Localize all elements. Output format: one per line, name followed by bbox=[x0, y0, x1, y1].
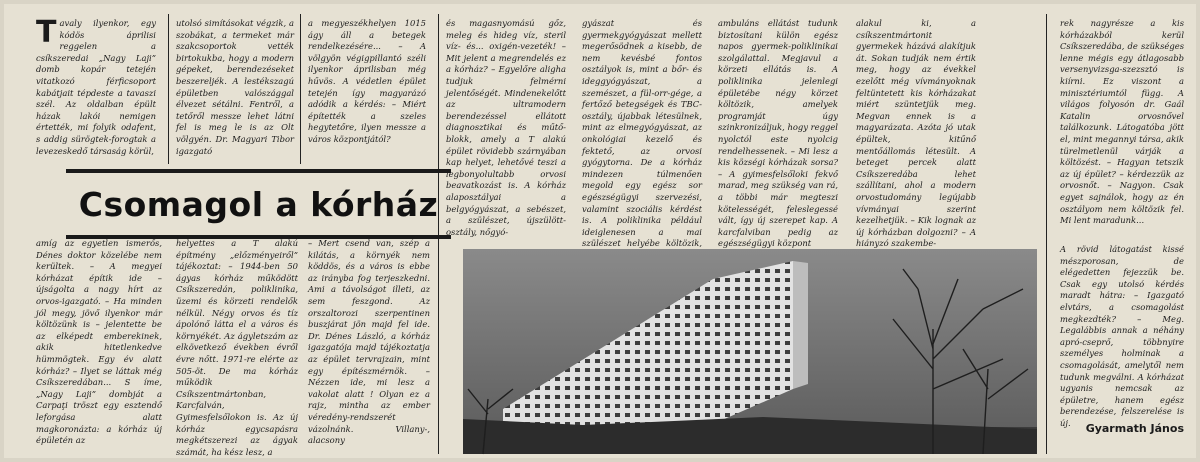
column-8-top bbox=[1060, 18, 1184, 240]
headline: Csomagol a kórház bbox=[78, 184, 439, 224]
column-3-top bbox=[308, 18, 426, 160]
column-8-top-text: rek nagyrésze a kis kórházakból kerül Csíkszeredába, de szükséges lenne mégis egy átlagosabb versenyvizsga-szezsztó is kiírni. Ez viszont a minisztériumtól függ. A világos folyosón dr. Gaál Katalin orvosnővel találkozunk. Látogatóba jött el, mint megannyi társa, akik türelmetlenül várják a költözést. – Hagyan tetszik az új épület? – kérdezzük az orvosnőt. – Nagyon. Csak egyet sajnálok, hogy az én osztályom nem költözik fel. Mi lent maradunk... bbox=[1060, 18, 1184, 226]
column-2-bottom-text: helyettes a T alakú építmény „előzményeiről” tájékoztat: – 1944-ben 50 ágyas kórház működött Csíkszeredán, poliklinika, üzemi és körzeti rendelők nélkül. Négy orvos és tíz ápolónő látta el a város és környékét. Az ágyletszám az elkövetkező években évről évre nőtt. 1971-re elérte az 505-öt. De ma kórház működik Csíkszentmártonban, Karcfalván, Gyimesfelsőlokon is. Az új kórház egycsapásra megkétszerezi az ágyak számát, ha kész lesz, a bbox=[176, 238, 298, 457]
column-7 bbox=[856, 18, 976, 249]
column-rule bbox=[168, 14, 169, 164]
column-3-bottom bbox=[308, 238, 430, 454]
column-4-text: és magasnyomású gőz, meleg és hideg víz, steril víz- és... oxigén-vezeték! – Mit jelent a megrendelés ez a kórház? – Egyelőre aligha tudjuk felmérni jelentőségét. Mindenekelőtt az ultramodern berendezéssel ellátott diagnosztikai és műtő-blokk, amely a T alakú épület rövidebb szárnyában kap helyet, lehetővé teszi a legbonyolultabb orvosi beavatkozást is. A kórház alaposztályai a belgyógyászat, a sebészet, a szülészet, újszülött-osztály, nőgyó- bbox=[446, 18, 566, 237]
column-4 bbox=[446, 18, 566, 240]
column-8-bottom-text: A rövid látogatást kissé mészporosan, de elégedetten fejezzük be. Csak egy utolsó kérdés maradt hátra: – Igazgató elvtárs, a csomagolást megkezdték? – Meg. Legalábbis annak a néhány apró-cseprő, többnyire személyes holminak a csomagolását, amelytől nem tudunk megválni. A kórházat ugyanis nemcsak az épületre, hanem egész berendezése, felszerelése is új. bbox=[1060, 244, 1184, 428]
column-3-top-text: a megyeszékhelyen 1015 ágy áll a betegek rendelkezésére... – A völgyön végigpillantó széli ilyenkor áprilisban még hűvös. A védetlen épület tetején így magyarázó adódik a kérdés: – Miért építették a szeles hegytetőre, ilyen messze a város központjától? bbox=[308, 18, 426, 144]
column-2-top bbox=[176, 18, 294, 160]
drop-cap: T bbox=[36, 15, 57, 50]
column-1-bottom bbox=[36, 238, 162, 454]
column-rule bbox=[300, 14, 301, 164]
column-1-bottom-text: amíg az egyetlen ismerős, Dénes doktor közelébe nem kerültek. – A megyei kórházat építik ide – újságolta a nagy hírt az orvos-igazgató. – Ha minden jól megy, jövő ilyenkor már költözünk is – jelentette be az elképedt emberekinek, akik hitetlenkedve hümmögtek. Egy év alatt kórház? – Ilyet se láttak még Csíkszeredában... S íme, „Nagy Laji” dombját a Carpaţi tröszt egy esztendő leforgása alatt magkoronázta: a kórház új épületén az bbox=[36, 238, 162, 446]
column-3-bottom-text: – Mert csend van, szép a kilátás, a környék nem köddös, és a város is ebbe az irányba fog terjeszkedni. Ami a távolságot illeti, az sem feszgond. Az orszaltorozi szerpentinen buszjárat jön majd fel ide. Dr. Dénes László, a kórház igazgatója majd tájékoztatja az épület tervrajzain, mint egy építészmérnök. – Nézzen ide, mi lesz a vakolat alatt ! Olyan ez a rajz, mintha az ember véredény-rendszerét vázolnánk. Villany-, alacsony bbox=[308, 238, 430, 446]
column-6-text: ambuláns ellátást tudunk biztosítani külön egész napos gyermek-poliklinikai szolgálattal. Megjavul a körzeti ellátás is. A poliklinika jelenlegi épületébe négy körzet költözik, amelyek programját úgy szinkronizáljuk, hogy reggel nyolctól este nyolcig rendelhessenek. – Mi lesz a kis községi kórházak sorsa? – A gyimesfelsőloki fekvő marad, meg szükség van rá, a többi már megteszi kötelességét, feleslegessé vált, így új szerepet kap. A karcfalviban pedig az egészségügyi központ bbox=[718, 18, 838, 249]
column-2-bottom bbox=[176, 238, 298, 457]
byline: Gyarmath János bbox=[1085, 422, 1184, 435]
column-1-top bbox=[36, 15, 156, 160]
column-8-bottom bbox=[1060, 244, 1184, 428]
column-5-text: gyászat és gyermekgyógyászat mellett megerősödnek a kisebb, de nem kevésbé fontos osztályok is, mint a bőr- és ideggyógyászat, a szemészet, a fül-orr-gége, a fertőző betegségek és TBC-osztály, újabbak létesülnek, mint az elmegyógyászat, az onkológiai kezelő és fektető, az orvosi gyógytorna. De a kórház mindezen túlmenően megold egy egész sor egészségügyi szervezési, valamint szociális kérdést is. A poliklinika például ideiglenesen a mai szülészet helyébe költözik, bbox=[582, 18, 702, 249]
column-7-text: alakul ki, a csíkszentmártonit gyermekek házává alakítjuk át. Sokan tudják nem értik meg, hogy az évekkel ezelőtt még vívmányoknak feltüntetett kis kórházakat miért szüntetjük meg. Megvan ennek is a magyarázata. Azóta jó utak épültek, kitűnő mentőállomás létesült. A beteget percek alatt Csíkszeredába lehet szállítani, ahol a modern orvostudomány legújabb vívmányai szerint kezelhetjük. – Kik lognak az új kórházban dolgozni? – A hiányzó szakembe- bbox=[856, 18, 976, 249]
column-1-top-text: avaly ilyenkor, egy kódös áprilisi reggelen a csíkszeredai „Nagy Laji” domb kopár tetején vitatkozó férficsoport kabátjait tépdeste a tavaszi szél. Az oldalban épült házak lakói nemigen értették, mi folyik odafent, s addig sürögtek-forogtak a levezeskedő társaság körül, bbox=[36, 18, 156, 156]
column-rule bbox=[1046, 14, 1047, 454]
column-6 bbox=[718, 18, 838, 249]
hospital-building-image bbox=[463, 249, 1037, 454]
headline-box bbox=[66, 169, 451, 239]
column-5 bbox=[582, 18, 702, 249]
newspaper-page bbox=[4, 4, 1196, 458]
hospital-photo bbox=[463, 249, 1037, 454]
column-2-top-text: utolsó simításokat végzik, a szobákat, a termeket már szakcsoportok vették birtokukba, hogy a modern gépeket, berendezéseket beszereljék. A lestékszagú épületben valószággal élvezet sétálni. Fentről, a tetőről messze lehet látni fel is meg le is az Olt völgyén. Dr. Magyari Tibor igazgató bbox=[176, 18, 294, 156]
